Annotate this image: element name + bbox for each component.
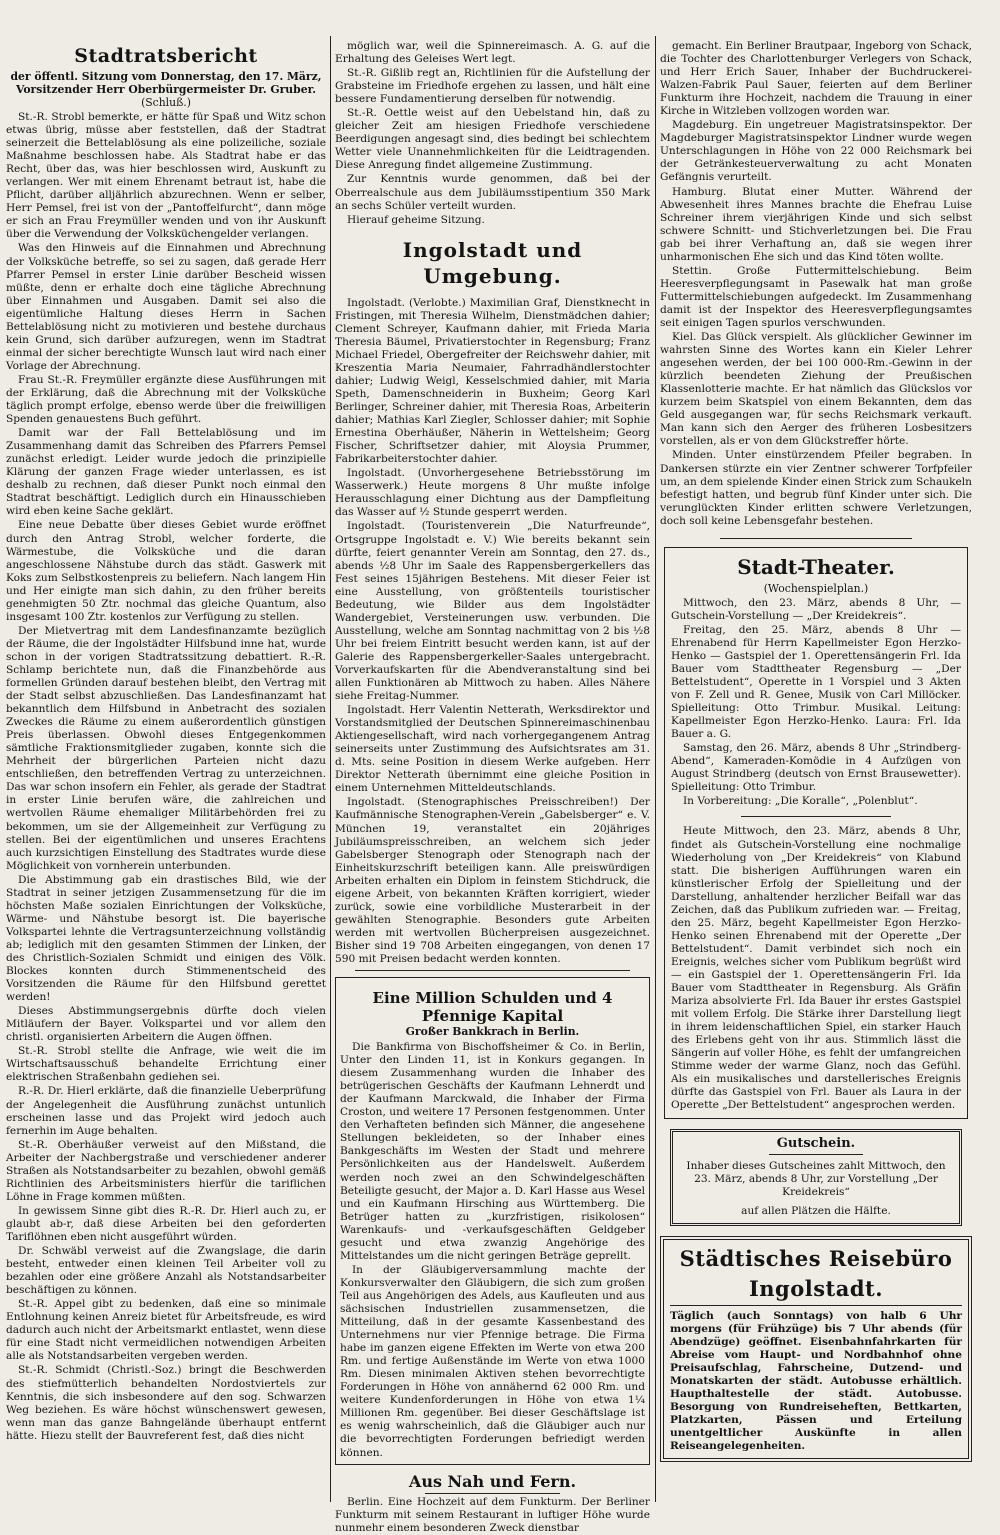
near-far-continued	[660, 40, 972, 528]
article-paragraph: Damit war der Fall Bettelablösung und im Zusammenhang damit das Schreiben des Pfarrers Pemsel zunächst erledigt. Leider wurde jedoch die prinzipielle Klärung der ganzen Frage wieder unterlassen, es ist deshalb zu rechnen, daß dieser Punkt noch einmal den Stadtrat beschäftigt. Lediglich durch ein Hinausschieben wird eben keine Sache geklärt.	[6, 427, 326, 518]
council-report-chair: Vorsitzender Herr Oberbürgermeister Dr. Gruber.	[15, 83, 317, 96]
article-paragraph: Die Abstimmung gab ein drastisches Bild, wie der Stadtrat in seiner jetzigen Zusammensetzung für die im höchsten Maße sozialen Einrichtungen der Volksküche, Wärme- und Nähstube besorgt ist. Die bayerische Volkspartei lehnte die Vertragsunterzeichnung vollständig ab; lediglich mit den gesamten Stimmen der Linken, der des Christlich-Sozialen Schmidt und einigen des Völk. Blockes konnten durch Stimmenentscheid des Vorsitzenden die Räume für den Hilfsbund gerettet werden!	[6, 873, 326, 1004]
article-paragraph: St.-R. Oberhäußer verweist auf den Mißstand, die Arbeiter der Nachbergstraße und verschiedener anderer Straßen als Notstandsarbeiter zu bezahlen, obwohl gemäß Richtlinien des Arbeitsministers hierfür die tariflichen Löhne in Frage kommen müßten.	[6, 1138, 326, 1203]
news-item: Hamburg. Blutat einer Mutter. Während der Abwesenheit ihres Mannes brachte die Ehefrau Luise Schreiner ihrem vierjährigen Kinde und sich selbst schwere Schnitt- und Stichverletzungen bei. Die Frau gab bei ihrer Verhaftung an, daß sie wegen ihrer unharmonischen Ehe sich und das Kind töten wollte.	[660, 185, 972, 263]
divider	[741, 816, 891, 817]
column-news-theater	[660, 40, 972, 1500]
travel-office-title: Städtisches Reisebüro Ingolstadt.	[679, 1245, 953, 1301]
bank-crash-body	[340, 1041, 645, 1460]
article-paragraph: möglich war, weil die Spinnereimasch. A. G. auf die Erhaltung des Geleises Wert legt.	[335, 40, 650, 66]
bank-crash-subtitle: Großer Bankkrach in Berlin.	[405, 1025, 580, 1039]
article-paragraph: Heute Mittwoch, den 23. März, abends 8 Uhr, findet als Gutschein-Vorstellung eine nochmalige Wiederholung von „Der Kreidekreis“ von Klabund statt. Die bisherigen Aufführungen waren ein künstlerischer Erfolg der Spielleitung und der Darstellung, anhaltender herzlicher Beifall war das Zeichen, daß das Publikum zufrieden war. — Freitag, den 25. März, begeht Kapellmeister Egon Herzko-Henko seinen Ehrenabend mit der Operette „Der Bettelstudent“. Damit verbindet sich noch ein Ereignis, welches sicher vom Publikum begrüßt wird — ein Gastspiel der 1. Operettensängerin Frl. Ida Bauer vom Stadttheater in Regensburg. Als Gräfin Mariza absolvierte Frl. Ida Bauer ihr erstes Gastspiel mit vollem Erfolg. Die Stärke ihrer Darstellung liegt in ihrem leidenschaftlichen Spiel, ein starker Hauch des Erlebens geht von ihr aus. Stimmlich lässt die Sängerin auf voller Höhe, es fehlt der umfangreichen Stimme weder der warme Glanz, noch das Gefühl. Als ein musikalisches und darstellerisches Ereignis dürfte das Gastspiel von Frl. Bauer als Laura in der Operette „Der Bettelstudent“ angesprochen werden.	[671, 825, 961, 1112]
article-paragraph: Eine neue Debatte über dieses Gebiet wurde eröffnet durch den Antrag Strobl, welcher forderte, die Wärmestube, die Volksküche und die daran angeschlossene Nähstube durch das städt. Gaswerk mit Koks zum Selbstkostenpreis zu beliefern. Nach langem Hin und Her einigte man sich dahin, zu den früher bereits genehmigten 50 Ztr. nochmal das gleiche Quantum, also insgesamt 100 Ztr. kostenlos zur Verfügung zu stellen.	[6, 519, 326, 623]
column-rule	[655, 36, 656, 1502]
divider	[720, 538, 912, 539]
divider	[425, 1493, 560, 1494]
ingolstadt-section-body	[335, 297, 650, 966]
news-item: gemacht. Ein Berliner Brautpaar, Ingeborg von Schack, die Tochter des Charlottenburger Verlegers von Schack, und Herr Erich Sauer, Inhaber der Buchdruckerei-Walzen-Fabrik Paul Sauer, feierten auf dem Berliner Funkturm ihre Hochzeit, nachdem die Trauung in einer Kirche in Witzleben vollzogen worden war.	[660, 40, 972, 118]
ingolstadt-section-title: Ingolstadt und Umgebung.	[402, 237, 583, 288]
theater-program	[671, 597, 961, 809]
column-council-report	[6, 40, 326, 1500]
theater-title: Stadt-Theater.	[737, 554, 895, 579]
news-item: Ingolstadt. Herr Valentin Netterath, Werksdirektor und Vorstandsmitglied der Deutschen Spinnereimaschinenbau Aktiengesellschaft, wird nach vorhergegangenem Antrag seinerseits unter Zustimmung des Aufsichtsrates am 31. d. Mts. seine Position in diesem Werke aufgeben. Herr Direktor Netterath übernimmt eine gleiche Position in einem Unternehmen Mitteldeutschlands.	[335, 704, 650, 795]
article-paragraph: In gewissem Sinne gibt dies R.-R. Dr. Hierl auch zu, er glaubt ab-r, daß diese Arbeiten bei den geforderten Tariflöhnen eben nicht ausgeführt würden.	[6, 1204, 326, 1243]
news-item: Minden. Unter einstürzendem Pfeiler begraben. In Dankersen stürzte ein vier Zentner schwerer Torfpfeiler um, an dem spielende Kinder einen Strick zum Schaukeln befestigt hatten, und begrub fünf Kinder unter sich. Die verunglückten Kinder erlitten schwere Verletzungen, doch soll keine Lebensgefahr bestehen.	[660, 449, 972, 527]
news-item: Ingolstadt. (Verlobte.) Maximilian Graf, Dienstknecht in Fristingen, mit Theresia Wilhelm, Dienstmädchen dahier; Clement Schreyer, Kaufmann dahier, mit Frieda Maria Theresia Bäumel, Privatierstochter in Regensburg; Franz Michael Friedel, Obergefreiter der Reichswehr dahier, mit Kreszentia Maria Neumaier, Fahrradhändlerstochter dahier; Ludwig Weigl, Kesselschmied dahier, mit Maria Speth, Damenschneiderin in Buxheim; Georg Karl Berlinger, Schreiner dahier, mit Theresia Roas, Arbeiterin dahier; Mathias Karl Ziegler, Schlosser dahier; mit Sophie Ernestina Oberhäußer, Näherin in Wettelsheim; Georg Fischer, Schriftsetzer dahier, mit Aloysia Prummer, Fabrikarbeiterstochter dahier.	[335, 296, 650, 466]
article-paragraph: Zur Kenntnis wurde genommen, daß bei der Oberrealschule aus dem Jubiläumsstipentium 350 Mark an sechs Schüler verteilt wurden.	[335, 173, 650, 212]
article-paragraph: Frau St.-R. Freymüller ergänzte diese Ausführungen mit der Erklärung, daß die Abrechnung mit der Volksküche täglich prompt erfolge, ebenso werde über die freiwilligen Spenden genauestens Buch geführt.	[6, 373, 326, 426]
coupon-footer: auf allen Plätzen die Hälfte.	[741, 1204, 891, 1217]
news-item: Magdeburg. Ein ungetreuer Magistratsinspektor. Der Magdeburger Magistratsinspektor Lindner wurde wegen Unterschlagungen in Höhe von 22 000 Reichsmark bei der Getränkesteuerverwaltung zu acht Monaten Gefängnis verurteilt.	[660, 119, 972, 184]
near-far-title: Aus Nah und Fern.	[408, 1471, 577, 1491]
news-item: Berlin. Eine Hochzeit auf dem Funkturm. Der Berliner Funkturm mit seinem Restaurant in luftiger Höhe wurde nunmehr einem besonderen Zweck dienstbar	[335, 1495, 650, 1534]
divider	[670, 1305, 962, 1306]
article-paragraph: Der Mietvertrag mit dem Landesfinanzamte bezüglich der Räume, die der Ingolstädter Hilfsbund inne hat, wurde schon in der vorigen Stadtratssitzung debattiert. R.-R. Schlamp berichtete nun, daß die Finanzbehörde aus formellen Gründen darauf bestehen bleibt, den Vertrag mit der Stadt selbst abzuschließen. Das Landesfinanzamt hat bekanntlich dem Hilfsbund in Anbetracht des sozialen Zweckes die Räume zu einem außerordentlich günstigen Preis überlassen. Obwohl dieses Entgegenkommen sämtliche Fraktionsmitglieder zugaben, konnte sich die Mehrheit der bürgerlichen Parteien nicht dazu entschließen, den betreffenden Vertrag zu unterzeichnen. Das war schon insofern ein Fehler, als gerade der Stadtrat in erster Linie berufen wäre, die zahlreichen und wertvollen Räume ehemaliger Militärbehörden frei zu bekommen, um sie der Allgemeinheit zur Verfügung zu stellen. Bei der eigentümlichen und unseres Erachtens auch kurzsichtigen Einstellung des Stadtrates wurde diese Möglichkeit von vornherein unterbunden.	[6, 624, 326, 872]
program-entry: Freitag, den 25. März, abends 8 Uhr — Ehrenabend für Herrn Kapellmeister Egon Herzko-Henko — Gastspiel der 1. Operettensängerin Frl. Ida Bauer vom Stadttheater Regensburg — „Der Bettelstudent“, Operette in 1 Vorspiel und 3 Akten von F. Zell und R. Genee, Musik von Carl Millöcker. Spielleitung: Otto Trimbur. Musikal. Leitung: Kapellmeister Egon Herzko-Henko. Laura: Frl. Ida Bauer a. G.	[671, 623, 961, 741]
coupon-text: Inhaber dieses Gutscheines zahlt Mittwoch, den 23. März, abends 8 Uhr, zur Vorstellung „Der Kreidekreis“	[686, 1159, 946, 1198]
coupon-title: Gutschein.	[776, 1135, 856, 1151]
program-entry: In Vorbereitung: „Die Koralle“, „Polenblut“.	[683, 795, 918, 808]
travel-office-text: Täglich (auch Sonntags) von halb 6 Uhr morgens (für Frühzüge) bis 7 Uhr abends (für Abendzüge) geöffnet. Eisenbahnfahrkarten für Abreise vom Haupt- und Nordbahnhof ohne Preisaufschlag, Fahrscheine, Dutzend- und Monatskarten der städt. Autobusse erhältlich. Haupthaltestelle der städt. Autobusse. Besorgung von Rundreiseheften, Bettkarten, Platzkarten, Pässen und Erteilung unentgeltlicher Auskünfte in allen Reiseangelegenheiten.	[670, 1309, 962, 1453]
news-item: Stettin. Große Futtermittelschiebung. Beim Heeresverpflegungsamt in Pasewalk hat man große Futtermittelschiebungen aufgedeckt. Im Zusammenhang damit ist der Inspektor des Heeresverpflegungsamtes seit einigen Tagen spurlos verschwunden.	[660, 264, 972, 329]
article-paragraph: St.-R. Appel gibt zu bedenken, daß eine so minimale Entlohnung keinen Anreiz bietet für Arbeitsfreude, es wird dadurch auch nicht der Arbeitsmarkt entlastet, wenn diese für eine Stadt nicht vermeidlichen notwendigen Arbeiten alle als Notstandsarbeiten vergeben werden.	[6, 1298, 326, 1363]
council-report-body	[6, 111, 326, 1443]
article-paragraph: R.-R. Dr. Hierl erklärte, daß die finanzielle Ueberprüfung der Angelegenheit die Ausführung zunächst untunlich erscheinen lasse und das Projekt wird jedoch auch fernerhin im Auge behalten.	[6, 1085, 326, 1137]
bank-crash-article	[335, 977, 650, 1465]
article-paragraph: Hierauf geheime Sitzung.	[347, 213, 485, 226]
council-report-subtitle: der öffentl. Sitzung vom Donnerstag, den 17. März,	[10, 70, 322, 83]
article-paragraph: St.-R. Oettle weist auf den Uebelstand hin, daß zu gleicher Zeit am hiesigen Friedhofe verschiedene Beerdigungen angesagt sind, dies bedingt bei schlechtem Wetter viele Unannehmlichkeiten für die Leidtragenden. Diese Anregung findet allgemeine Zustimmung.	[335, 107, 650, 172]
article-paragraph: St.-R. Strobl bemerkte, er hätte für Spaß und Witz schon etwas übrig, müsse aber feststellen, daß der Stadtrat seinerzeit die Bettelablösung als eine polizeiliche, soziale Maßnahme beschlossen habe. Als Stadtrat habe er das Recht, über das, was hier beschlossen wird, Auskunft zu verlangen. Wer mit einem Ehrenamt betraut ist, habe die Pflicht, darüber alljährlich abzurechnen. Wenn er selber, Herr Pemsel, frei ist von der „Pantoffelfurcht“, dann möge er sich an Frau Freymüller wenden und von ihr Auskunft über die Verwendung der Volksküchengelder verlangen.	[6, 111, 326, 241]
article-paragraph: St.-R. Strobl stellte die Anfrage, wie weit die im Wirtschaftsausschuß behandelte Errichtung einer elektrischen Straßenbahn gediehen sei.	[6, 1045, 326, 1084]
theater-review	[671, 825, 961, 1112]
news-item: Ingolstadt. (Touristenverein „Die Naturfreunde“, Ortsgruppe Ingolstadt e. V.) Wie bereits bekannt sein dürfte, feiert genannter Verein am Sonntag, den 27. ds., abends ½8 Uhr im Saale des Rappensbergerkellers das Fest seines 15jährigen Bestehens. Mit dieser Feier ist eine Ausstellung, von größtenteils touristischer Bedeutung, wie Bilder aus dem Ingolstädter Wandergebiet, Versteinerungen usw. verbunden. Die Ausstellung, welche am Sonntag nachmittag von 2 bis ½8 Uhr bei freiem Eintritt besucht werden kann, ist auf der Galerie des Rappensbergerkeller-Saales untergebracht. Vorverkaufskarten für die Abendveranstaltung sind bei allen Funktionären ab Mittwoch zu haben. Alles Nähere siehe Freitag-Nummer.	[335, 520, 650, 703]
news-item: Kiel. Das Glück verspielt. Als glücklicher Gewinner im wahrsten Sinne des Wortes kann ein Kieler Lehrer angesehen werden, der bei 100 000-Rm.-Gewinn in der kürzlich beendeten Ziehung der Preußischen Klassenlotterie machte. Er hat nämlich das Glückslos vor kurzem beim Skatspiel von einem Bekannten, dem das Geld ausgegangen war, für sechs Reichsmark verkauft. Man kann sich den Aerger des früheren Losbesitzers vorstellen, als er von dem Glückstreffer hörte.	[660, 331, 972, 448]
program-entry: Mittwoch, den 23. März, abends 8 Uhr, — Gutschein-Vorstellung — „Der Kreidekreis“.	[671, 596, 961, 622]
divider	[355, 970, 630, 971]
divider	[769, 1154, 863, 1155]
near-far-body	[335, 1496, 650, 1535]
column-rule	[330, 36, 331, 1502]
travel-office-ad	[660, 1236, 972, 1463]
program-entry: Samstag, den 26. März, abends 8 Uhr „Strindberg-Abend“, Kameraden-Komödie in 4 Aufzügen von August Strindberg (deutsch von Ernst Brausewetter). Spielleitung: Otto Trimbur.	[671, 742, 961, 794]
bank-crash-title: Eine Million Schulden und 4 Pfennige Kapital	[372, 989, 613, 1026]
council-report-end: (Schluß.)	[141, 96, 191, 109]
article-paragraph: St.-R. Gißlib regt an, Richtlinien für die Aufstellung der Grabsteine im Friedhofe ergehen zu lassen, und hält eine bessere Fundamentierung derselben für notwendig.	[335, 67, 650, 106]
council-report-continued	[335, 40, 650, 227]
article-paragraph: St.-R. Schmidt (Christl.-Soz.) bringt die Beschwerden des stiefmütterlich behandelten Nordostviertels zur Kenntnis, die sich insbesondere auf den sog. Schwarzen Weg beziehen. Es wäre höchst wünschenswert gewesen, wenn man das ganze Bahngelände überhaupt entfernt hätte. Hiezu stellt der Bauvreferent fest, daß dies nicht	[6, 1364, 326, 1442]
theater-subtitle: (Wochenspielplan.)	[763, 581, 869, 595]
column-local-news	[335, 40, 650, 1534]
news-item: Ingolstadt. (Unvorhergesehene Betriebsstörung im Wasserwerk.) Heute morgens 8 Uhr mußte infolge Herausschlagung einer Dichtung aus der Dampfleitung das Wasser auf ½ Stunde gesperrt werden.	[335, 467, 650, 519]
article-paragraph: Dieses Abstimmungsergebnis dürfte doch vielen Mitläufern der Bayer. Volkspartei und vor allem den christl. organisierten Arbeitern die Augen öffnen.	[6, 1005, 326, 1044]
coupon-box	[670, 1129, 962, 1226]
article-paragraph: Dr. Schwäbl verweist auf die Zwangslage, die darin besteht, entweder einen kleinen Teil Arbeiter voll zu bezahlen oder eine größere Anzahl als Notstandsarbeiter beschäftigen zu können.	[6, 1245, 326, 1297]
article-paragraph: Die Bankfirma von Bischoffsheimer & Co. in Berlin, Unter den Linden 11, ist in Konkurs gegangen. In diesem Zusammenhang wurden die Inhaber des betrügerischen Geschäfts der Kaufmann Lehnerdt und der Kaufmann Marckwald, die Inhaber der Firma Croston, und weitere 17 Personen festgenommen. Unter den Verhafteten befinden sich Männer, die angesehene Stellungen bekleideten, so der Inhaber eines Bankgeschäfts im Westen der Stadt und mehrere Persönlichkeiten aus der Handelswelt. Außerdem werden noch zwei an den Schwindelgeschäften Beteiligte gesucht, der Major a. D. Karl Hasse aus Wesel und ein Kaufmann Hirsching aus Württemberg. Die Betrüger hatten zu „kurzfristigen, risikolosen“ Warenkaufs- und -verkaufsgeschäften Geldgeber gesucht und etwa zwanzig Angehörige des Mittelstandes um die nicht geringen Beträge geprellt.	[340, 1041, 645, 1262]
article-paragraph: In der Gläubigerversammlung machte der Konkursverwalter den Gläubigern, die sich zum großen Teil aus Angehörigen des Adels, aus Kaufleuten und aus sächsischen Industriellen zusammensetzen, die Mitteilung, daß in der gesamte Kassenbestand des Unternehmens nur vier Pfennige betrage. Die Firma habe im ganzen eigene Effekten im Werte von etwa 200 Rm. und fertige Außenstände im Werte von etwa 1000 Rm. Diesen minimalen Aktiven stehen bevorrechtigte Forderungen in Höhe von annähernd 62 000 Rm. und weitere Kundenforderungen in Höhe von etwa 1¼ Millionen Rm. gegenüber. Bei dieser Geschäftslage ist es wenig wahrscheinlich, daß die Gläubiger auch nur die bevorrechtigten Forderungen befriedigt werden können.	[340, 1263, 645, 1459]
council-report-title: Stadtratsbericht	[74, 45, 258, 67]
theater-box	[664, 547, 968, 1119]
news-item: Ingolstadt. (Stenographisches Preisschreiben!) Der Kaufmännische Stenographen-Verein „Gabelsberger“ e. V. München 19, veranstaltet ein 20jähriges Jubiläumspreisschreiben, an welchem sich jeder Gabelsberger Stenograph oder Stenograph nach der Einheitskurzschrift beteiligen kann. Alle preiswürdigen Arbeiten erhalten ein Diplom in feinstem Stichdruck, die eigene Arbeit, von bekannten Kräften korrigiert, wieder zurück, sowie eine vorbildliche Musterarbeit in der gewählten Stenographie. Besonders gute Arbeiten werden mit wertvollen Bücherpreisen ausgezeichnet. Bisher sind 19 708 Arbeiten eingegangen, von denen 17 590 mit Preisen bedacht werden konnten.	[335, 796, 650, 965]
article-paragraph: Was den Hinweis auf die Einnahmen und Abrechnung der Volksküche betreffe, so sei zu sagen, daß gerade Herr Pfarrer Pemsel in erster Linie darüber Bescheid wissen müßte, denn er erhalte doch eine tägliche Abrechnung über Einnahmen und Ausgaben. Damit sei also die eigentümliche Haltung dieses Herrn in Sachen Bettelablösung nicht zu motivieren und bestehe durchaus kein Grund, sich darüber aufzuregen, wenn im Stadtrat einmal der sicher berechtigte Wunsch laut wird nach einer Vorlage der Abrechnung.	[6, 242, 326, 372]
